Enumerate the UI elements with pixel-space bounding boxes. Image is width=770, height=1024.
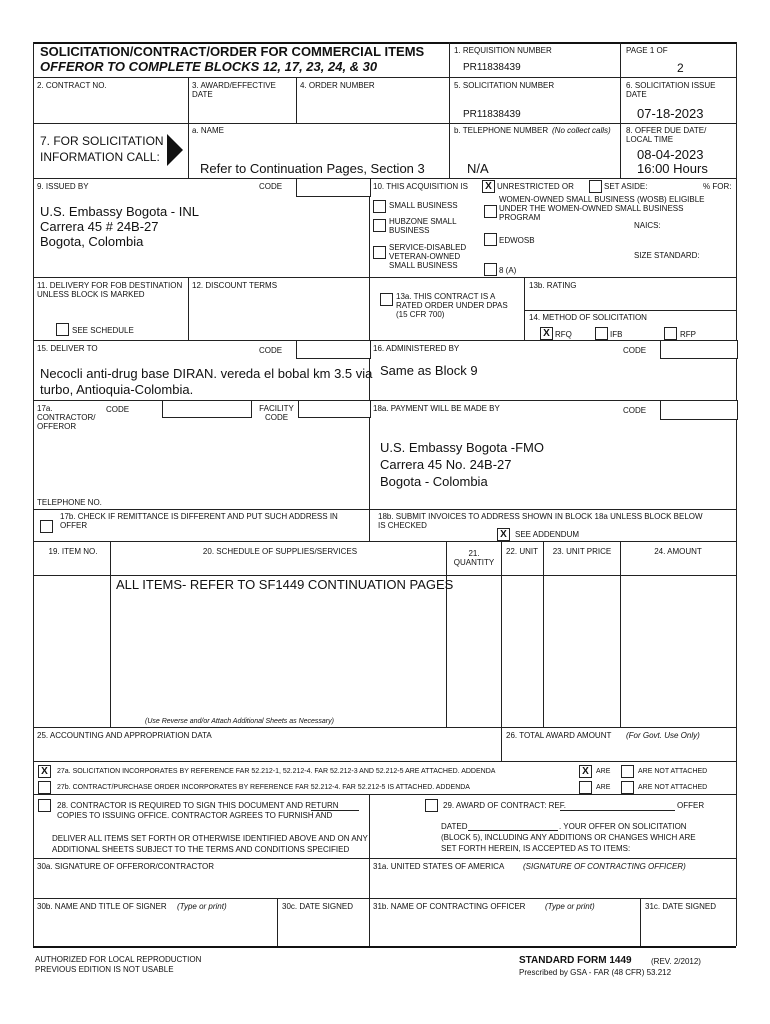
block-28-checkbox[interactable] [38,799,51,812]
small-business-checkbox[interactable] [373,200,386,213]
signer-name-label: 30b. NAME AND TITLE OF SIGNER [37,902,167,911]
rule [33,340,736,341]
payment-line2: Carrera 45 No. 24B-27 [380,457,512,472]
date-signed-31c-label: 31c. DATE SIGNED [645,902,716,911]
27a-are-label: ARE [596,768,611,775]
rule [640,898,641,946]
wosb-checkbox[interactable] [484,205,497,218]
27b-are-label: ARE [596,784,611,791]
hubzone-checkbox[interactable] [373,219,386,232]
rule [110,541,111,727]
eight-a-checkbox[interactable] [484,263,497,276]
left-border [33,42,34,946]
telephone-label: b. TELEPHONE NUMBER [454,126,549,135]
payment-code-field[interactable] [660,400,738,420]
signer-name-note: (Type or print) [177,902,227,911]
block-29-checkbox[interactable] [425,799,438,812]
block-28-line3: DELIVER ALL ITEMS SET FORTH OR OTHERWISE IDENTIFIED ABOVE AND ON ANY [52,834,368,843]
issue-date-label: 6. SOLICITATION ISSUE DATE [626,81,716,100]
percent-for-label: % FOR: [703,182,732,191]
rule [33,123,736,124]
rfp-label: RFP [680,330,696,339]
administered-by-code-label: CODE [623,346,647,355]
rule [33,575,736,576]
footer-previous-edition: PREVIOUS EDITION IS NOT USABLE [35,965,174,974]
issued-by-label: 9. ISSUED BY [37,182,89,191]
issued-by-code-label: CODE [259,182,283,191]
date-signed-30c-label: 30c. DATE SIGNED [282,902,353,911]
schedule-footnote: (Use Reverse and/or Attach Additional Sheets as Necessary) [145,718,334,725]
administered-by-value: Same as Block 9 [380,363,478,378]
sdvosb-label: SERVICE-DISABLED VETERAN-OWNED SMALL BUSINESS [389,243,467,271]
rule [33,761,736,762]
set-aside-checkbox[interactable] [589,180,602,193]
ref-blank [560,810,675,811]
administered-by-label: 16. ADMINISTERED BY [373,344,460,353]
solicitation-info-label: 7. FOR SOLICITATION INFORMATION CALL: [40,134,164,164]
27a-are-not-label: ARE NOT ATTACHED [638,768,708,775]
block-29-offer: OFFER [677,801,705,810]
item-no-header: 19. ITEM NO. [48,547,98,556]
27a-are-not-checkbox[interactable] [621,765,634,778]
block-29-dated: DATED [441,822,468,831]
remittance-checkbox[interactable] [40,520,53,533]
page-label: PAGE 1 OF [626,46,668,55]
contractor-label: 17a. CONTRACTOR/ OFFEROR [37,404,96,432]
unrestricted-label: UNRESTRICTED OR [497,182,574,191]
small-business-label: SMALL BUSINESS [389,201,458,210]
total-award-label: 26. TOTAL AWARD AMOUNT [506,731,612,740]
block-29-line4: SET FORTH HEREIN, IS ACCEPTED AS TO ITEMS: [441,844,631,853]
27b-are-not-checkbox[interactable] [621,781,634,794]
ifb-label: IFB [610,330,623,339]
dated-blank [468,830,558,831]
rule [369,794,370,946]
signature-officer-note: (SIGNATURE OF CONTRACTING OFFICER) [523,862,686,871]
rule [33,858,736,859]
rule [33,509,736,510]
total-award-note: (For Govt. Use Only) [626,731,700,740]
rule [524,277,525,340]
delivery-fob-label: 11. DELIVERY FOR FOB DESTINATION UNLESS BLOCK IS MARKED [37,281,183,300]
unit-header: 22. UNIT [505,547,538,556]
officer-name-label: 31b. NAME OF CONTRACTING OFFICER [373,902,526,911]
offer-due-label: 8. OFFER DUE DATE/ LOCAL TIME [626,126,707,145]
rule [446,541,447,727]
deliver-to-code-label: CODE [259,346,283,355]
rated-order-checkbox[interactable] [380,293,393,306]
accounting-label: 25. ACCOUNTING AND APPROPRIATION DATA [37,731,212,740]
signature-officer-label: 31a. UNITED STATES OF AMERICA [373,862,505,871]
remittance-label: 17b. CHECK IF REMITTANCE IS DIFFERENT AND PUT SUCH ADDRESS IN OFFER [60,512,338,531]
27a-are-checkbox[interactable]: X [579,765,592,778]
contract-no-label: 2. CONTRACT NO. [37,81,107,90]
payment-by-label: 18a. PAYMENT WILL BE MADE BY [373,404,500,413]
rating-label: 13b. RATING [529,281,577,290]
quantity-header: 21. QUANTITY [453,549,495,568]
hubzone-label: HUBZONE SMALL BUSINESS [389,217,457,236]
issued-by-line1: U.S. Embassy Bogota - INL [40,204,199,219]
rule [620,541,621,727]
offer-due-date[interactable]: 08-04-2023 [637,147,704,162]
sdvosb-checkbox[interactable] [373,246,386,259]
rule [33,898,736,899]
award-date-label: 3. AWARD/EFFECTIVE DATE [192,81,276,100]
rule [33,794,736,795]
rfq-label: RFQ [555,330,572,339]
rule [277,898,278,946]
offer-due-time[interactable]: 16:00 Hours [637,161,708,176]
facility-code-label: FACILITY CODE [259,404,294,423]
rule [188,277,189,340]
order-number-label: 4. ORDER NUMBER [300,81,375,90]
arrow-right-icon [167,134,183,166]
payment-code-label: CODE [623,406,647,415]
solicitation-number-value[interactable]: PR11838439 [463,109,521,120]
administered-by-code-field[interactable] [660,340,738,359]
page-count: 2 [677,61,684,75]
signature-offeror-label: 30a. SIGNATURE OF OFFEROR/CONTRACTOR [37,862,215,871]
footer-form-name: STANDARD FORM 1449 [519,955,632,966]
edwosb-label: EDWOSB [499,236,535,245]
supplies-header: 20. SCHEDULE OF SUPPLIES/SERVICES [202,547,358,556]
rule [33,77,736,78]
rule [33,178,736,179]
edwosb-checkbox[interactable] [484,233,497,246]
acquisition-label: 10. THIS ACQUISITION IS [373,182,468,191]
officer-name-note: (Type or print) [545,902,595,911]
eight-a-label: 8 (A) [499,266,517,275]
bottom-border [33,946,736,948]
block-29-line1: 29. AWARD OF CONTRACT: REF. [443,801,566,810]
rule [501,541,502,761]
rule [543,541,544,727]
see-addendum-label: SEE ADDENDUM [515,530,580,539]
rule [296,77,297,123]
set-aside-label: SET ASIDE: [604,182,648,191]
issued-by-line3: Bogota, Colombia [40,234,144,249]
issued-by-code-field[interactable] [296,178,371,197]
issued-by-line2: Carrera 45 # 24B-27 [40,219,159,234]
block-29-line2: . YOUR OFFER ON SOLICITATION [559,822,687,831]
rule [33,400,736,401]
rule [33,277,736,278]
rfp-checkbox[interactable] [664,327,677,340]
rule [188,77,189,178]
submit-invoices-label: 18b. SUBMIT INVOICES TO ADDRESS SHOWN IN BLOCK 18a UNLESS BLOCK BELOW IS CHECKED [378,512,703,531]
rfq-checkbox[interactable]: X [540,327,553,340]
27b-are-checkbox[interactable] [579,781,592,794]
rated-order-label: 13a. THIS CONTRACT IS A RATED ORDER UNDER DPAS (15 CFR 700) [396,292,508,320]
block-28-line1: 28. CONTRACTOR IS REQUIRED TO SIGN THIS DOCUMENT AND RETURN [57,801,339,810]
see-schedule-checkbox[interactable] [56,323,69,336]
27b-are-not-label: ARE NOT ATTACHED [638,784,708,791]
footer-revision: (REV. 2/2012) [651,957,701,966]
footer-prescribed: Prescribed by GSA - FAR (48 CFR) 53.212 [519,968,672,977]
deliver-to-line2: turbo, Antioquia-Colombia. [40,382,194,397]
form-subtitle: OFFEROR TO COMPLETE BLOCKS 12, 17, 23, 24, & 30 [40,59,378,74]
rule [33,541,736,542]
requisition-label: 1. REQUISITION NUMBER [454,46,552,55]
name-value[interactable]: Refer to Continuation Pages, Section 3 [200,161,425,176]
contractor-code-label: CODE [106,405,130,414]
right-border [736,42,737,946]
deliver-to-line1: Necocli anti-drug base DIRAN. vereda el bobal km 3.5 via [40,366,373,381]
wosb-label: WOMEN-OWNED SMALL BUSINESS (WOSB) ELIGIBLE UNDER THE WOMEN-OWNED SMALL BUSINESS PROGRAM [499,195,705,223]
issue-date-value[interactable]: 07-18-2023 [637,106,704,121]
clause-27b-text: 27b. CONTRACT/PURCHASE ORDER INCORPORATES BY REFERENCE FAR 52.212-4. FAR 52.212-5 IS ATTACHED. ADDENDA [57,784,470,791]
see-schedule-label: SEE SCHEDULE [72,326,134,335]
telephone-no-label: TELEPHONE NO. [37,498,102,507]
discount-terms-label: 12. DISCOUNT TERMS [192,281,278,290]
method-label: 14. METHOD OF SOLICITATION [529,313,647,322]
footer-reproduction: AUTHORIZED FOR LOCAL REPRODUCTION [35,955,202,964]
telephone-value[interactable]: N/A [467,161,489,176]
schedule-item-text: ALL ITEMS- REFER TO SF1449 CONTINUATION PAGES [116,577,454,592]
payment-line1: U.S. Embassy Bogota -FMO [380,440,544,455]
requisition-value[interactable]: PR11838439 [463,62,521,73]
rule [620,42,621,178]
clause-27a-text: 27a. SOLICITATION INCORPORATES BY REFERENCE FAR 52.212-1, 52.212-4. FAR 52.212-3 AND 52.212-5 ARE ATTACHED. ADDENDA [57,768,496,775]
facility-code-field[interactable] [298,400,371,418]
see-addendum-checkbox[interactable]: X [497,528,510,541]
block-28-line4: ADDITIONAL SHEETS SUBJECT TO THE TERMS AND CONDITIONS SPECIFIED [52,845,350,854]
block-29-line3: (BLOCK 5), INCLUDING ANY ADDITIONS OR CHANGES WHICH ARE [441,833,696,842]
addenda-27a-checkbox[interactable]: X [38,765,51,778]
block-28-line2: COPIES TO ISSUING OFFICE. CONTRACTOR AGREES TO FURNISH AND [57,811,333,820]
telephone-note: (No collect calls) [552,126,611,135]
addenda-27b-checkbox[interactable] [38,781,51,794]
unit-price-header: 23. UNIT PRICE [552,547,612,556]
deliver-to-label: 15. DELIVER TO [37,344,98,353]
rule [524,310,736,311]
amount-header: 24. AMOUNT [654,547,702,556]
ifb-checkbox[interactable] [595,327,608,340]
name-label: a. NAME [192,126,225,135]
naics-label: NAICS: [634,221,661,230]
contractor-code-field[interactable] [162,400,252,418]
solicitation-number-label: 5. SOLICITATION NUMBER [454,81,555,90]
rule [33,727,736,728]
rule [369,509,370,541]
deliver-to-code-field[interactable] [296,340,371,359]
form-title: SOLICITATION/CONTRACT/ORDER FOR COMMERCIAL ITEMS [40,44,425,59]
rule [449,42,450,178]
payment-line3: Bogota - Colombia [380,474,488,489]
size-standard-label: SIZE STANDARD: [634,251,700,260]
unrestricted-checkbox[interactable]: X [482,180,495,193]
